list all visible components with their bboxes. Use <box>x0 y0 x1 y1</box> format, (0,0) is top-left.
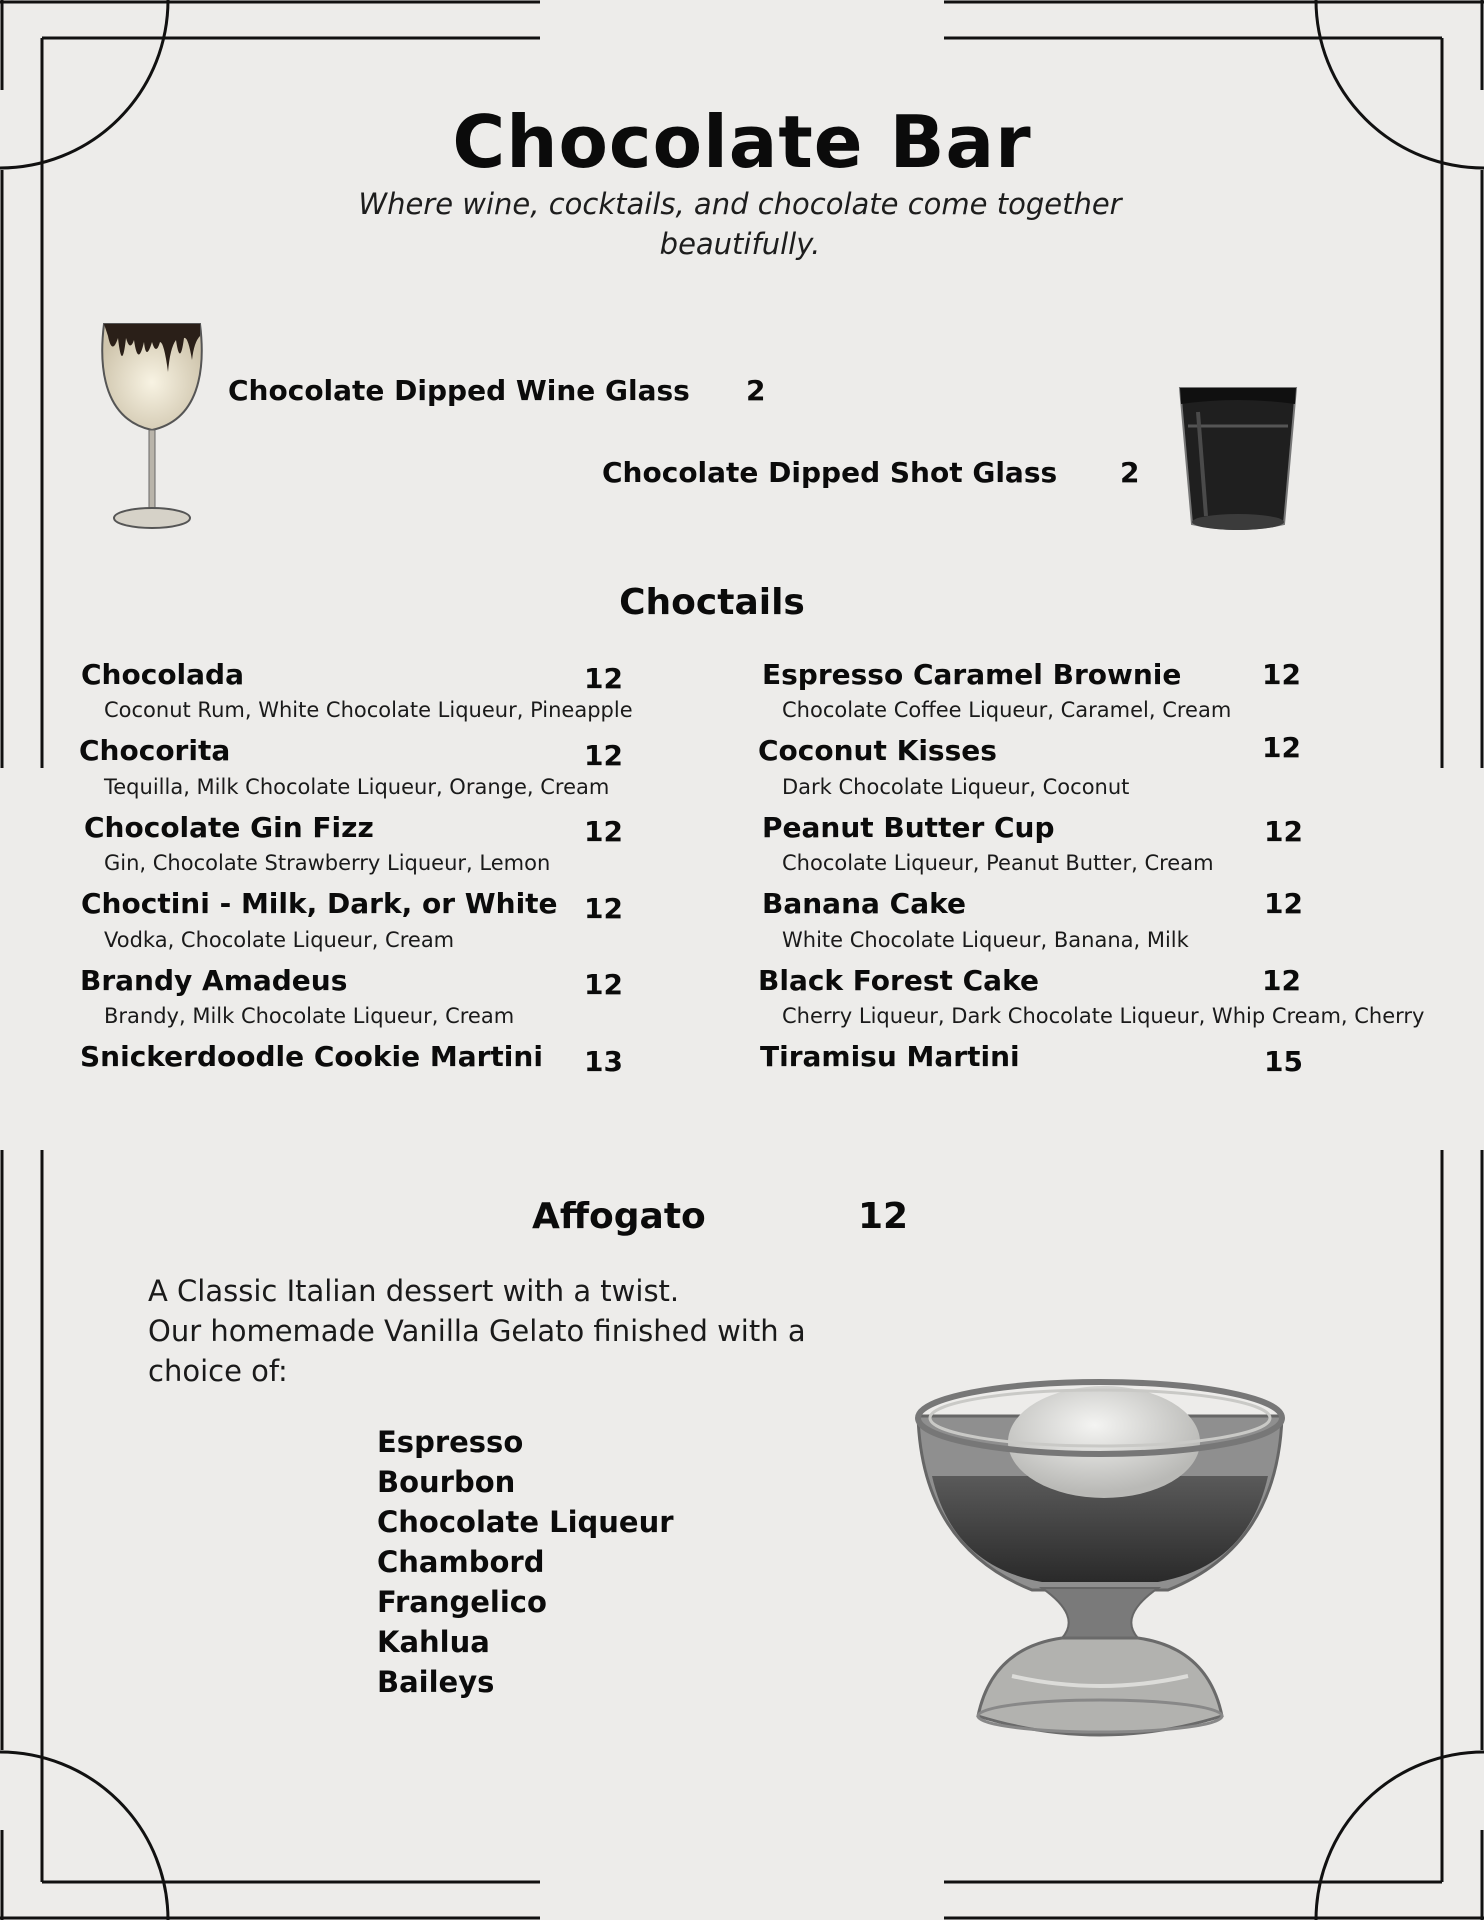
featured-item-price: 2 <box>746 374 766 407</box>
menu-item-name: Peanut Butter Cup <box>762 811 1055 844</box>
wine-glass-icon <box>96 312 208 534</box>
menu-item-price: 12 <box>1262 964 1301 997</box>
menu-item-price: 12 <box>584 892 623 925</box>
menu-item-description: Dark Chocolate Liqueur, Coconut <box>782 775 1130 799</box>
menu-item-name: Tiramisu Martini <box>760 1040 1020 1073</box>
affogato-description <box>148 1271 806 1391</box>
menu-item-name: Coconut Kisses <box>758 734 997 767</box>
menu-item-name: Brandy Amadeus <box>80 964 348 997</box>
menu-item-description: White Chocolate Liqueur, Banana, Milk <box>782 928 1189 952</box>
menu-item-price: 15 <box>1264 1045 1303 1078</box>
menu-item-name: Espresso Caramel Brownie <box>762 658 1182 691</box>
affogato-description-line: A Classic Italian dessert with a twist. <box>148 1274 680 1308</box>
menu-item-price: 12 <box>1262 658 1301 691</box>
list-item: Espresso <box>377 1425 524 1459</box>
menu-item-name: Choctini - Milk, Dark, or White <box>81 887 558 920</box>
list-item: Chambord <box>377 1545 545 1579</box>
menu-item-name: Banana Cake <box>762 887 966 920</box>
menu-item-description: Tequilla, Milk Chocolate Liqueur, Orange, Cream <box>104 775 610 799</box>
menu-item-price: 12 <box>584 662 623 695</box>
list-item: Kahlua <box>377 1625 490 1659</box>
affogato-description-line: Our homemade Vanilla Gelato finished with a <box>148 1314 806 1348</box>
menu-item-description: Chocolate Coffee Liqueur, Caramel, Cream <box>782 698 1232 722</box>
menu-item-description: Brandy, Milk Chocolate Liqueur, Cream <box>104 1004 515 1028</box>
affogato-description-line: choice of: <box>148 1354 288 1388</box>
menu-item-name: Chocolada <box>81 658 244 691</box>
list-item: Baileys <box>377 1665 495 1699</box>
affogato-price: 12 <box>858 1196 909 1237</box>
menu-item-price: 12 <box>1264 815 1303 848</box>
menu-item-price: 12 <box>1262 731 1301 764</box>
menu-item-name: Snickerdoodle Cookie Martini <box>80 1040 543 1073</box>
featured-item-name: Chocolate Dipped Shot Glass <box>602 456 1058 489</box>
shot-glass-icon <box>1176 382 1300 534</box>
menu-item-name: Chocorita <box>79 734 231 767</box>
page-subtitle: Where wine, cocktails, and chocolate come together beautifully. <box>358 187 1122 261</box>
featured-item-price: 2 <box>1120 456 1140 489</box>
page-title: Chocolate Bar <box>452 100 1032 184</box>
list-item: Frangelico <box>377 1585 547 1619</box>
affogato-choice-list <box>377 1422 674 1702</box>
featured-item-name: Chocolate Dipped Wine Glass <box>228 374 690 407</box>
menu-item-description: Chocolate Liqueur, Peanut Butter, Cream <box>782 851 1214 875</box>
menu-item-description: Gin, Chocolate Strawberry Liqueur, Lemon <box>104 851 551 875</box>
affogato-dessert-glass-icon <box>912 1376 1288 1756</box>
menu-item-price: 12 <box>584 739 623 772</box>
menu-item-description: Coconut Rum, White Chocolate Liqueur, Pineapple <box>104 698 633 722</box>
menu-item-price: 12 <box>1264 887 1303 920</box>
section-title-affogato: Affogato <box>532 1196 706 1237</box>
list-item: Chocolate Liqueur <box>377 1505 674 1539</box>
menu-item-name: Black Forest Cake <box>758 964 1039 997</box>
menu-item-price: 13 <box>584 1045 623 1078</box>
menu-item-name: Chocolate Gin Fizz <box>84 811 374 844</box>
menu-item-description: Cherry Liqueur, Dark Chocolate Liqueur, Whip Cream, Cherry <box>782 1004 1425 1028</box>
menu-item-description: Vodka, Chocolate Liqueur, Cream <box>104 928 455 952</box>
list-item: Bourbon <box>377 1465 516 1499</box>
menu-item-price: 12 <box>584 815 623 848</box>
menu-item-price: 12 <box>584 968 623 1001</box>
section-title-choctails: Choctails <box>619 582 805 623</box>
